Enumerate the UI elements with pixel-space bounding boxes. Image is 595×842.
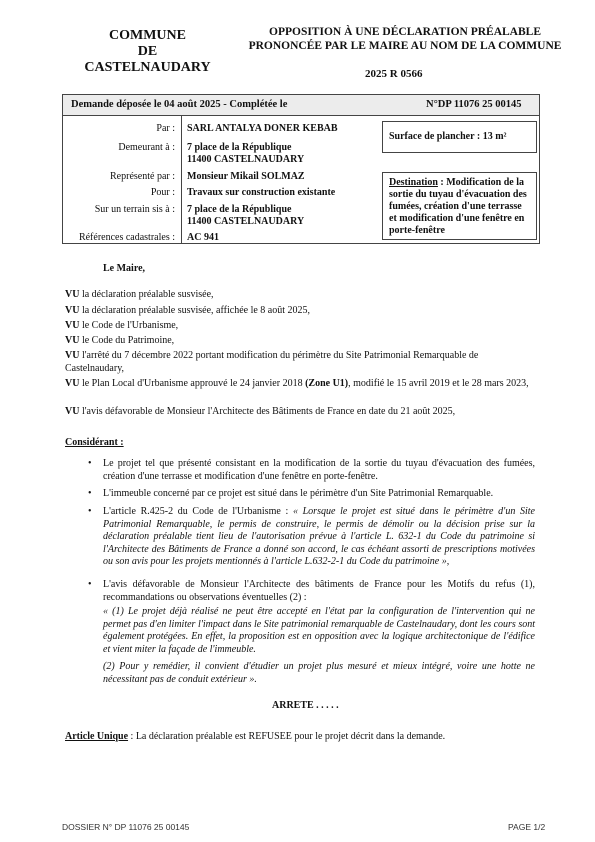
terrain-line-1: 7 place de la République [187,204,292,215]
considerant-3 [103,506,535,569]
vu-text: l'avis défavorable de Monsieur l'Architecte des Bâtiments de France en date du 21 août 2025, [79,406,456,417]
considerant-4: L'avis défavorable de Monsieur l'Architecte des bâtiments de France pour les Motifs du refus (1), recommandations ou observations éventuelles (2) : [103,579,535,603]
title-line-2: PRONONCÉE PAR LE MAIRE AU NOM DE LA COMMUNE [248,40,562,52]
considerant-1: Le projet tel que présenté consistant en la modification de la sortie du tuyau d'évacuation des fumées, création d'une terrasse et modification d'une fenêtre en porte-fenêtre. [103,458,535,482]
dossier-number: N°DP 11076 25 00145 [426,99,522,110]
represente-label: Représenté par : [110,171,175,182]
reference-number: 2025 R 0566 [365,68,423,80]
vu-prefix: VU [65,335,80,346]
considerant-2: L'immeuble concerné par ce projet est situé dans le périmètre d'un Site Patrimonial Remarquable. [103,488,494,499]
terrain-label: Sur un terrain sis à : [94,204,175,215]
vu-line-2 [65,305,535,318]
vu-prefix: VU [65,305,80,316]
destination-text: : Modification de la sortie du tuyau d'évacuation des fumées, création d'une terrasse et modification d'une fenêtre en porte-fenêtre [389,177,527,236]
bullet: • [88,579,92,590]
vu-text: le Code de l'Urbanisme, [79,320,179,331]
vu-line-3 [65,320,535,333]
vu-text: la déclaration préalable susvisée, [79,289,214,300]
bullet: • [88,458,92,469]
vu-text-tail: , modifié le 15 avril 2019 et le 28 mars 2023, [348,378,529,389]
demeurant-label: Demeurant à : [118,142,175,153]
considerant-title: Considérant : [65,437,124,448]
commune-line-2: DE [137,44,158,59]
pour-label: Pour : [150,187,175,198]
vu-line-1 [65,289,535,302]
vu-line-4 [65,335,535,348]
demeurant-line-2: 11400 CASTELNAUDARY [187,154,305,165]
par-value: SARL ANTALYA DONER KEBAB [187,123,338,134]
bullet: • [88,506,92,517]
considerant-3-quote: « Lorsque le projet est situé dans le périmètre d'un Site Patrimonial Remarquable, le permis de construire, le permis de démolir ou la décision prise sur la déclaration préalable tient lieu de l'autorisation prévue à l'article L. 632-1 du Code du patrimoine si l'Architecte des Bâtiments de France a donné son accord, le cas échéant assorti de prescriptions motivées ou son avis pour les projets mentionnés à l'article L.632-2-1 du Code du patrimoine », [103,506,535,567]
considerant-3-intro: L'article R.425-2 du Code de l'Urbanisme : [103,506,293,517]
vu-prefix: VU [65,378,80,389]
vu-line-5 [65,350,535,375]
vu-line-6 [65,378,535,391]
footer-page: PAGE 1/2 [508,822,546,832]
vu-line-7 [65,406,535,419]
surface-text: Surface de plancher : 13 m² [389,131,507,142]
vu-prefix: VU [65,320,80,331]
vu-text: l'arrêté du 7 décembre 2022 portant modification du périmètre du Site Patrimonial Remarquable de Castelnaudary, [65,350,479,374]
request-box [62,94,540,116]
vu-text: la déclaration préalable susvisée, affichée le 8 août 2025, [79,305,311,316]
le-maire: Le Maire, [103,263,146,274]
surface-box [382,121,537,153]
commune-line-3: CASTELNAUDARY [84,60,211,75]
deposit-date: Demande déposée le 04 août 2025 - Complétée le [71,99,288,110]
considerant-4-quote-2: (2) Pour y remédier, il convient d'étudier un projet plus mesuré et mieux intégré, voire une hotte ne nécessitant pas de conduit extérieur ». [103,661,535,685]
commune-name [75,28,220,76]
represente-value: Monsieur Mikail SOLMAZ [187,171,305,182]
par-label: Par : [156,123,175,134]
considerant-4-quote-1: « (1) Le projet déjà réalisé ne peut être accepté en l'état par la configuration de l'intervention qui ne permet pas d'en limiter l'impact dans le Site patrimonial remarquable de Castelnaudary, dont les cours sont également protégées. En effet, la proposition est en opposition avec la logique architectonique de l'édifice et vient miter la façade de l'immeuble. [103,606,535,655]
arrete-heading: ARRETE . . . . . [272,700,339,711]
cadastre-value: AC 941 [187,232,219,243]
vu-text: le Plan Local d'Urbanisme approuvé le 24 janvier 2018 [79,378,306,389]
applicant-box-divider [181,116,182,244]
destination-box [382,172,537,240]
article-unique [65,731,535,744]
title-line-1: OPPOSITION À UNE DÉCLARATION PRÉALABLE [269,26,541,38]
commune-line-1: COMMUNE [109,28,186,43]
demeurant-line-1: 7 place de la République [187,142,292,153]
article-label: Article Unique [65,731,129,742]
footer-dossier: DOSSIER N° DP 11076 25 00145 [62,822,190,832]
destination-label: Destination [389,177,438,188]
article-text: : La déclaration préalable est REFUSEE pour le projet décrit dans la demande. [128,731,446,742]
vu-prefix: VU [65,406,80,417]
pour-value: Travaux sur construction existante [187,187,336,198]
vu-prefix: VU [65,350,80,361]
document-title [245,25,565,53]
bullet: • [88,488,92,499]
cadastre-label: Références cadastrales : [78,232,175,243]
vu-zone: (Zone U1) [305,378,349,389]
vu-text: le Code du Patrimoine, [79,335,175,346]
terrain-line-2: 11400 CASTELNAUDARY [187,216,305,227]
vu-prefix: VU [65,289,80,300]
